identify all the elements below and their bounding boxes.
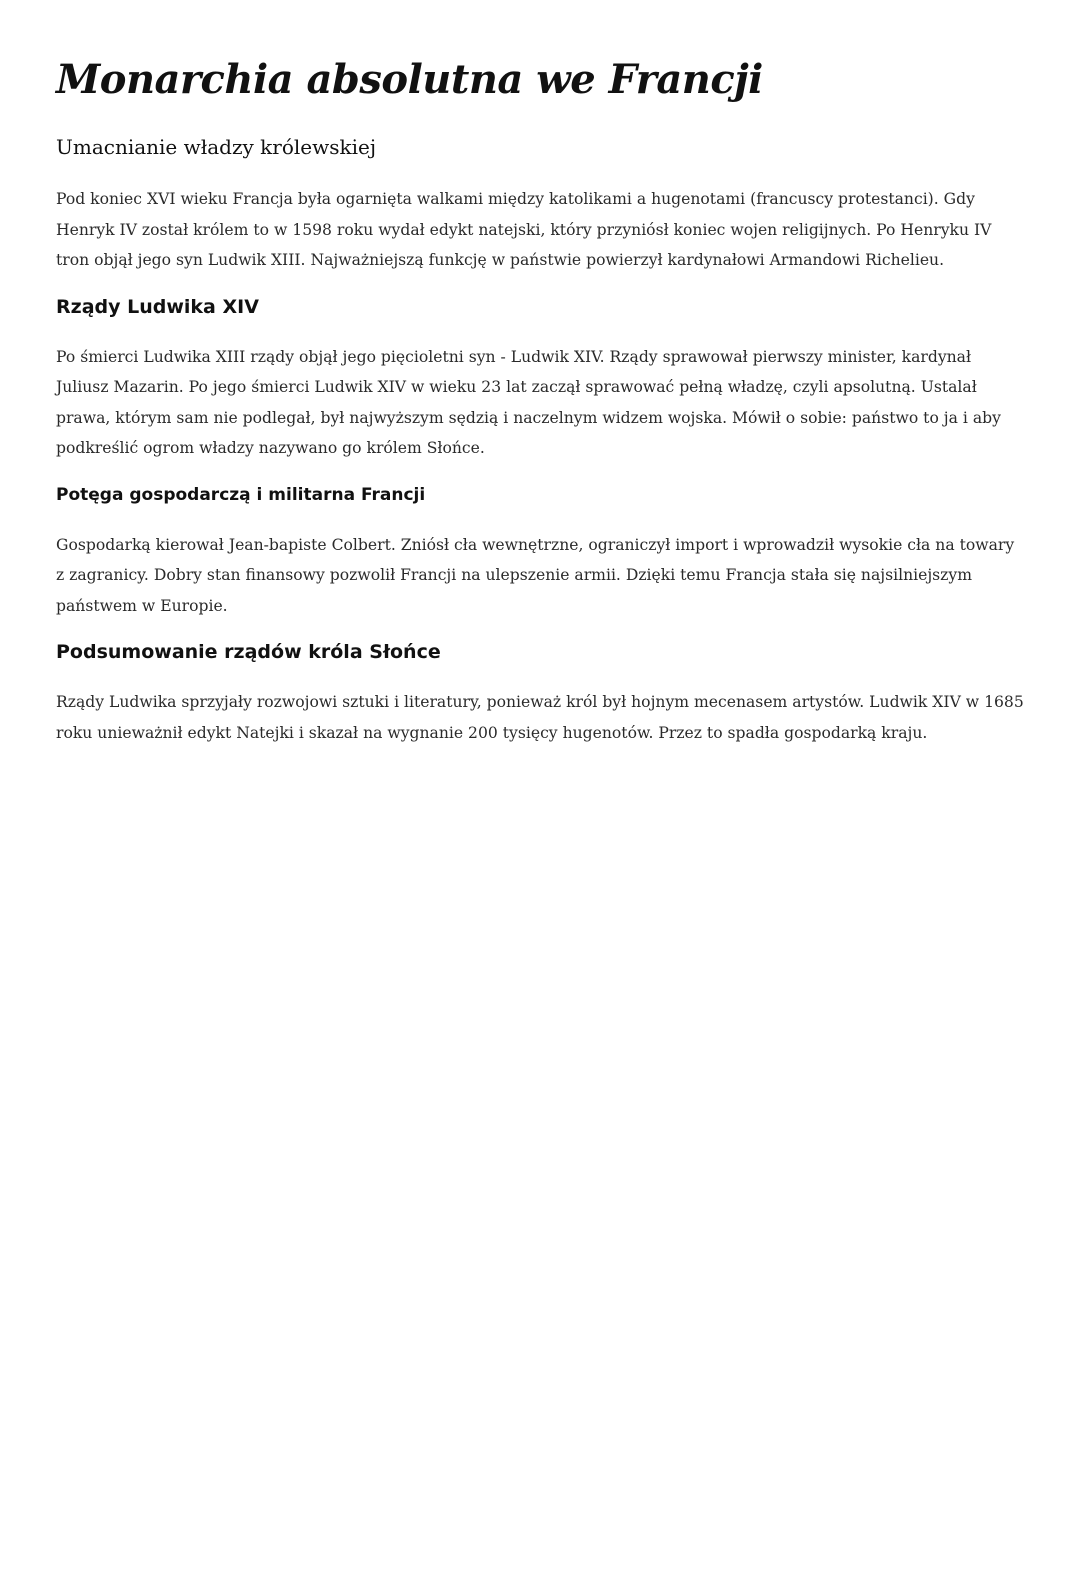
section-heading-louis-xiv-rule: Rządy Ludwika XIV <box>56 295 259 318</box>
document-page <box>56 52 1026 766</box>
section-body-economic-military-power: Gospodarką kierował Jean-bapiste Colbert. Zniósł cła wewnętrzne, ograniczył import i wprowadził wysokie cła na towary z zagranicy. Dobry stan finansowy pozwolił Francji na ulepszenie armii. Dzięki temu Francja stała się najsilniejszym państwem w Europie. <box>56 535 1015 615</box>
section-heading-summary: Podsumowanie rządów króla Słońce <box>56 641 441 663</box>
section-body-strengthening-power: Pod koniec XVI wieku Francja była ogarnięta walkami między katolikami a hugenotami (francuscy protestanci). Gdy Henryk IV został królem to w 1598 roku wydał edykt natejski, który przyniósł koniec wojen religijnych. Po Henryku IV tron objął jego syn Ludwik XIII. Najważniejszą funkcję w państwie powierzył kardynałowi Armandowi Richelieu. <box>56 190 992 269</box>
section-body-louis-xiv-rule: Po śmierci Ludwika XIII rządy objął jego pięcioletni syn - Ludwik XIV. Rządy sprawował pierwszy minister, kardynał Juliusz Mazarin. Po jego śmierci Ludwik XIV w wieku 23 lat zaczął sprawować pełną władzę, czyli apsolutną. Ustalał prawa, którym sam nie podlegał, był najwyższym sędzią i naczelnym widzem wojska. Mówił o sobie: państwo to ja i aby podkreślić ogrom władzy nazywano go królem Słońce. <box>56 347 1001 457</box>
section-body-summary: Rządy Ludwika sprzyjały rozwojowi sztuki i literatury, ponieważ król był hojnym mecenasem artystów. Ludwik XIV w 1685 roku unieważnił edykt Natejki i skazał na wygnanie 200 tysięcy hugenotów. Przez to spadła gospodarką kraju. <box>56 693 1024 742</box>
section-heading-economic-military-power: Potęga gospodarczą i militarna Francji <box>56 484 426 505</box>
document-title: Monarchia absolutna we Francji <box>56 56 763 103</box>
section-heading-strengthening-power: Umacnianie władzy królewskiej <box>56 135 377 159</box>
